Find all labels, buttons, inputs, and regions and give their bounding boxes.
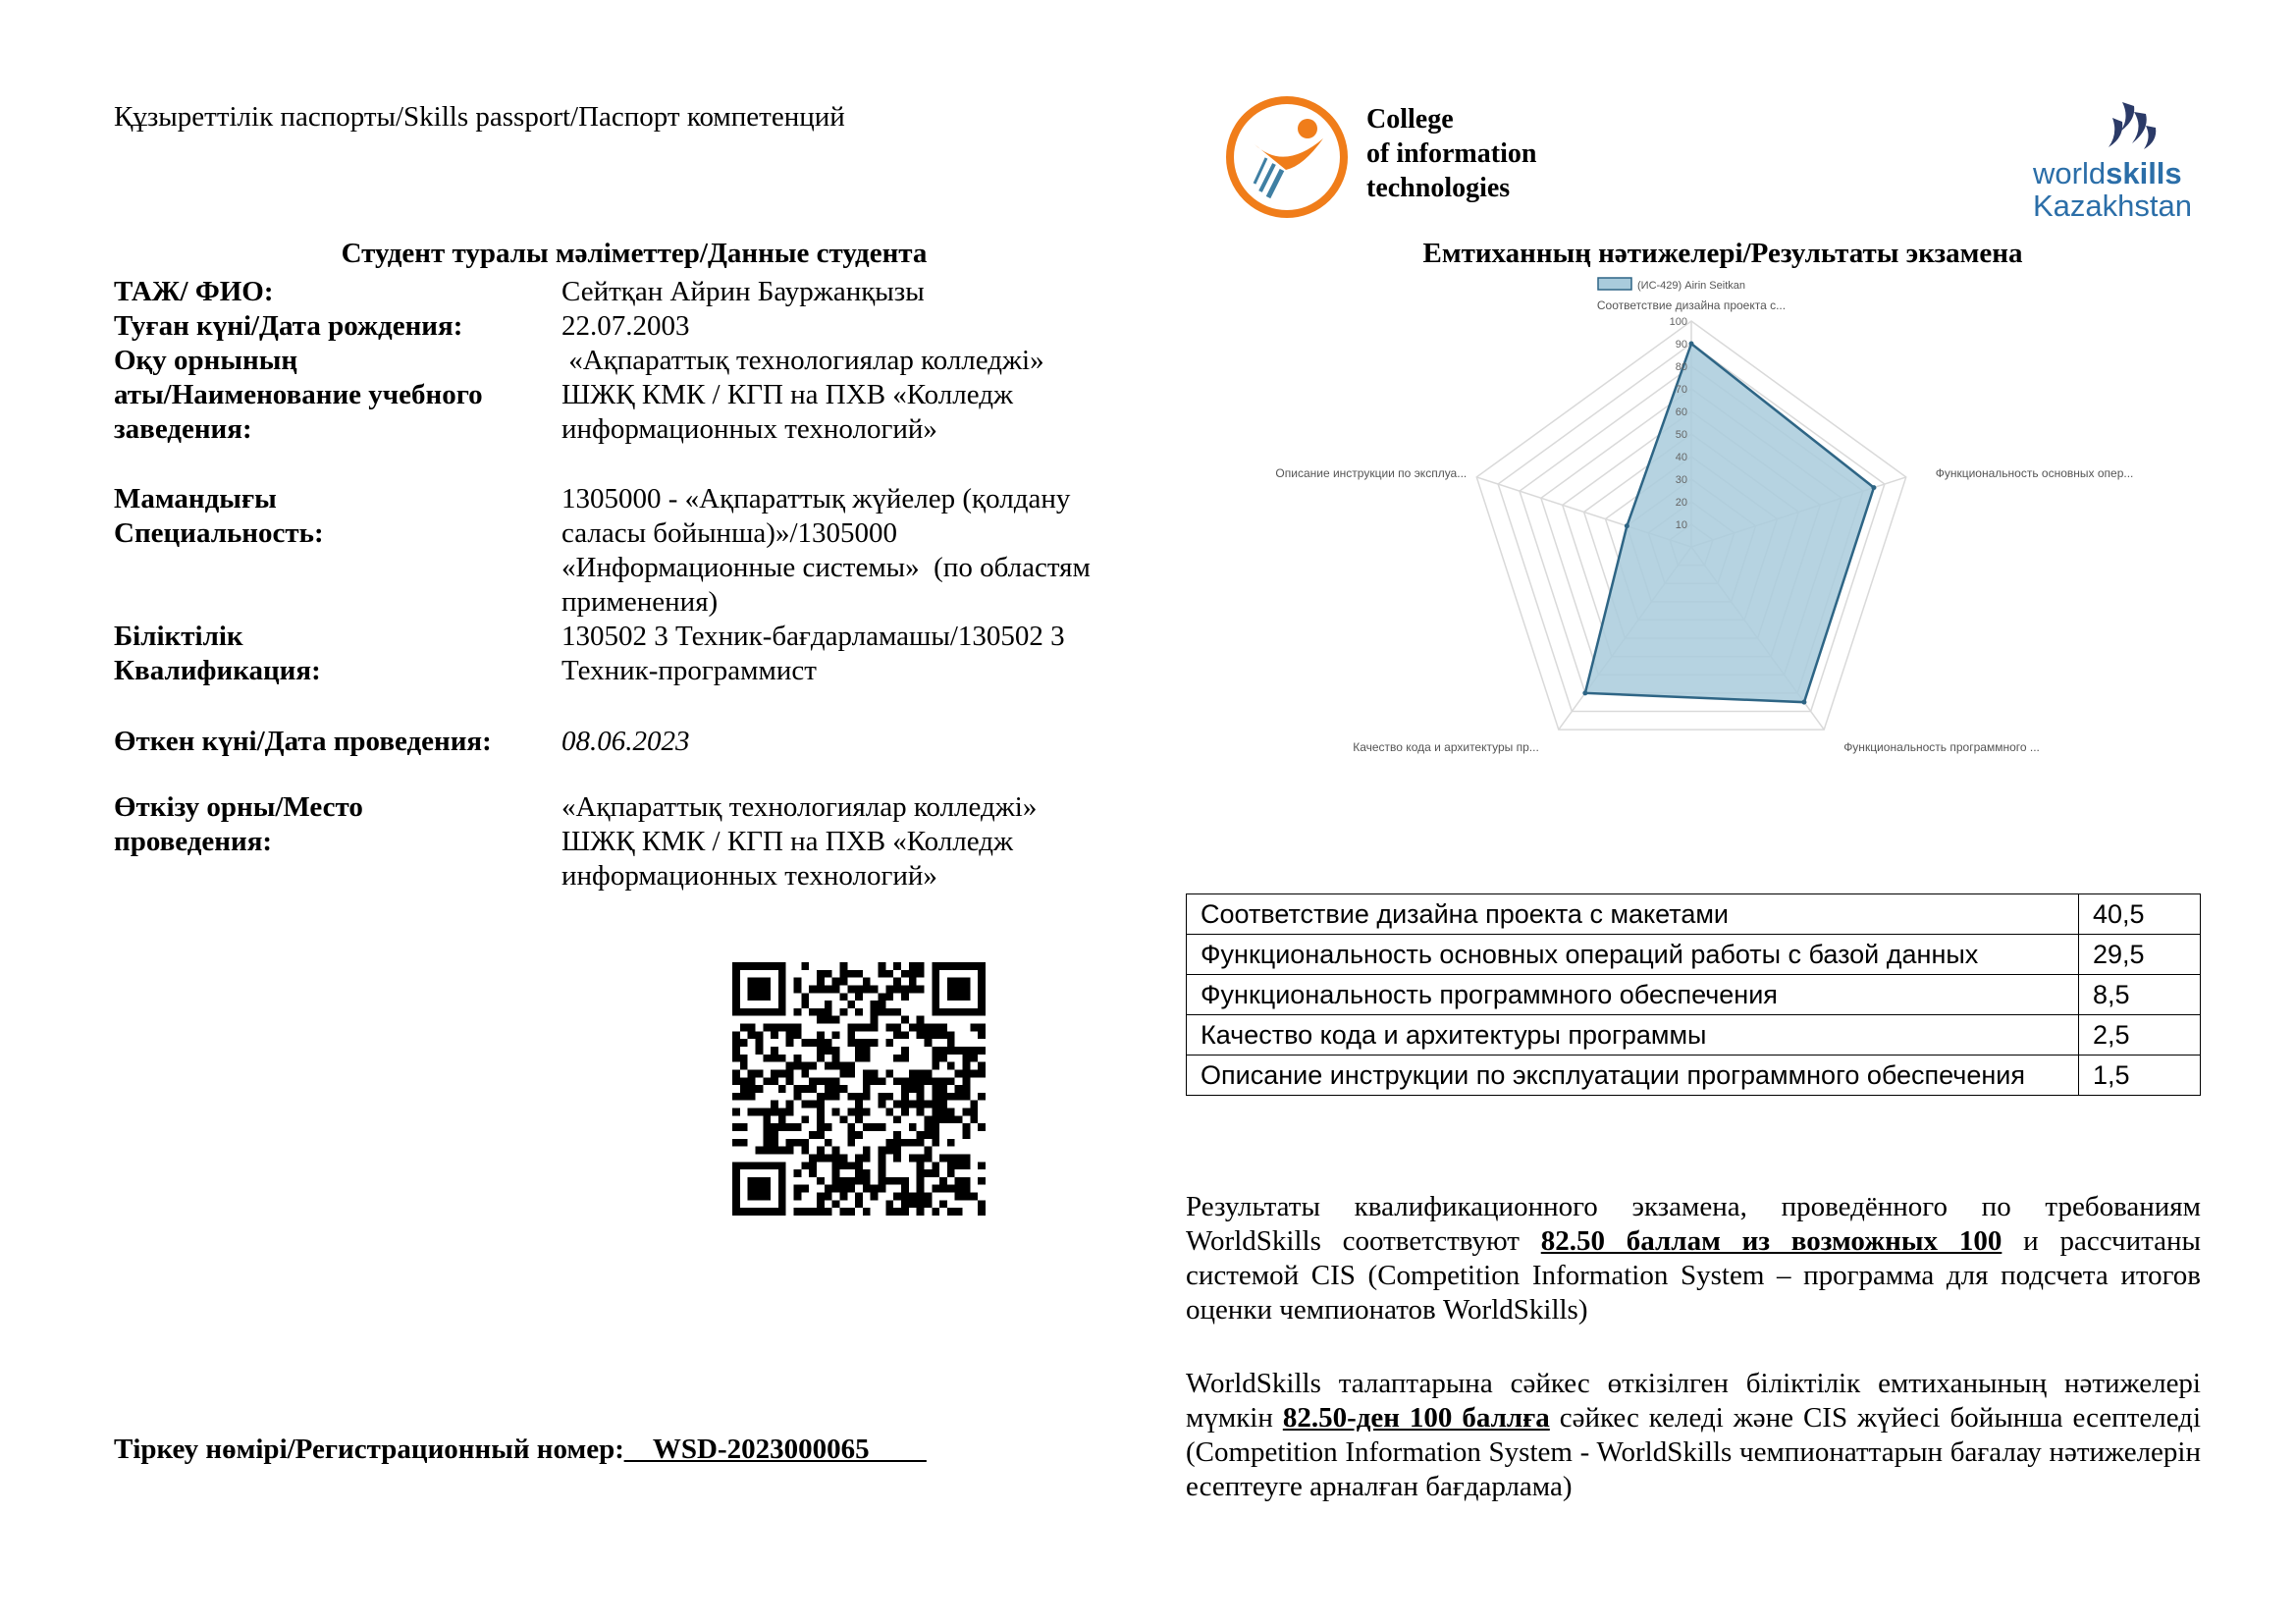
spec-label	[114, 482, 536, 551]
radar-tick-label: 70	[1675, 384, 1687, 396]
place-label-line: Өткізу орны/Место	[114, 791, 363, 823]
school-label-line: аты/Наименование учебного	[114, 379, 483, 410]
school-label	[114, 344, 536, 447]
reg-label: Тіркеу нөмірі/Регистрационный номер:	[114, 1434, 624, 1465]
radar-data-point	[1582, 690, 1587, 695]
radar-data-point	[1801, 700, 1806, 705]
college-name-line: of information	[1366, 138, 1537, 169]
qual-value-line: 130502 3 Техник-бағдарламашы/130502 3	[561, 621, 1065, 652]
worldskills-logo	[2033, 157, 2192, 222]
radar-tick-label: 50	[1675, 429, 1687, 441]
school-value-line: информационных технологий»	[561, 413, 937, 445]
college-name-line: technologies	[1366, 173, 1511, 203]
dob-label: Туған күні/Дата рождения:	[114, 310, 463, 342]
date-value: 08.06.2023	[561, 726, 690, 757]
radar-tick-label: 90	[1675, 339, 1687, 351]
spec-value-line: «Информационные системы» (по областям	[561, 552, 1091, 583]
radar-legend-label: (ИС-429) Airin Seitkan	[1637, 280, 1745, 292]
spec-value-line: применения)	[561, 586, 719, 618]
score-row	[1187, 975, 2201, 1015]
qual-label	[114, 620, 536, 688]
college-name-line: College	[1366, 104, 1454, 135]
score-criterion: Качество кода и архитектуры программы	[1187, 1015, 2079, 1056]
ws-text-world: world	[2033, 156, 2107, 190]
college-name	[1366, 102, 1536, 205]
dob-value: 22.07.2003	[561, 310, 690, 342]
radar-data-point	[1689, 342, 1694, 347]
score-value: 1,5	[2079, 1056, 2201, 1096]
radar-tick-label: 60	[1675, 406, 1687, 418]
score-criterion: Соответствие дизайна проекта с макетами	[1187, 894, 2079, 935]
radar-data-point	[1871, 485, 1876, 490]
radar-axis-label: Соответствие дизайна проекта с...	[1596, 298, 1787, 312]
radar-tick-label: 80	[1675, 361, 1687, 373]
scores-table	[1186, 893, 2201, 1096]
place-value-line: информационных технологий»	[561, 860, 937, 892]
school-value-line: ШЖҚ КМК / КГП на ПХВ «Колледж	[561, 379, 1014, 410]
place-value-line: ШЖҚ КМК / КГП на ПХВ «Колледж	[561, 826, 1014, 857]
qual-value-line: Техник-программист	[561, 655, 817, 686]
fio-label: ТАЖ/ ФИО:	[114, 276, 274, 307]
place-label	[114, 790, 536, 859]
radar-axis-label: Функциональность основных опер...	[1935, 465, 2134, 480]
place-value-line: «Ақпараттық технологиялар колледжі»	[561, 791, 1038, 823]
score-row	[1187, 1056, 2201, 1096]
radar-axis-label: Функциональность программного ...	[1843, 740, 2040, 755]
ws-text-skills: skills	[2106, 156, 2182, 190]
registration-number	[114, 1434, 927, 1466]
para1-text-end: и рассчитаны системой CIS (Competition Information System – программа для подсчета итогов оценки чемпионатов WorldSkills)	[1186, 1225, 2201, 1326]
spec-value-line: 1305000 - «Ақпараттық жүйелер (қолдану	[561, 483, 1071, 514]
place-label-line: проведения:	[114, 826, 273, 857]
qual-value	[561, 620, 1150, 688]
radar-chart	[1245, 267, 2148, 758]
place-value	[561, 790, 1150, 893]
score-criterion: Функциональность основных операций работы с базой данных	[1187, 935, 2079, 975]
school-value-line: «Ақпараттық технологиялар колледжі»	[561, 345, 1044, 376]
score-value: 29,5	[2079, 935, 2201, 975]
score-criterion: Функциональность программного обеспечения	[1187, 975, 2079, 1015]
score-value: 40,5	[2079, 894, 2201, 935]
score-criterion: Описание инструкции по эксплуатации программного обеспечения	[1187, 1056, 2079, 1096]
score-row	[1187, 1015, 2201, 1056]
qr-code	[732, 962, 986, 1216]
school-value	[561, 344, 1150, 447]
qual-label-line: Квалификация:	[114, 655, 321, 686]
para2-score: 82.50-ден 100 баллға	[1282, 1402, 1550, 1434]
spec-label-line: Мамандығы	[114, 483, 277, 514]
spec-label-line: Специальность:	[114, 517, 324, 549]
spec-value	[561, 482, 1150, 620]
worldskills-logo-icon	[2054, 98, 2181, 157]
radar-tick-label: 10	[1675, 519, 1687, 531]
para2-text-end: сәйкес келеді және CIS жүйесі бойынша есептеледі (Competition Information System - WorldSkills чемпионаттарын бағалау нәтижелерін есептеуге арналған бағдарлама)	[1186, 1402, 2201, 1502]
radar-tick-label: 40	[1675, 452, 1687, 463]
para1-score: 82.50 баллам из возможных 100	[1540, 1225, 2002, 1257]
para2-text: WorldSkills талаптарына сәйкес өткізілген біліктілік емтиханының нәтижелері мүмкін	[1186, 1368, 2201, 1434]
ws-text-kazakhstan: Kazakhstan	[2033, 189, 2192, 223]
result-paragraph-kz	[1186, 1367, 2201, 1504]
para1-text: Результаты квалификационного экзамена, проведённого по требованиям WorldSkills соответствуют	[1186, 1191, 2201, 1257]
radar-axis-label: Качество кода и архитектуры пр...	[1353, 740, 1539, 755]
radar-tick-label: 100	[1669, 316, 1687, 328]
college-logo	[1225, 95, 1349, 219]
reg-value: __WSD-2023000065____	[623, 1434, 927, 1465]
document-title: Құзыреттілік паспорты/Skills passport/Паспорт компетенций	[114, 101, 845, 133]
radar-axis-label: Описание инструкции по эксплуа...	[1275, 465, 1468, 480]
radar-legend-swatch	[1598, 278, 1631, 290]
qual-label-line: Біліктілік	[114, 621, 243, 652]
score-row	[1187, 894, 2201, 935]
school-label-line: Оқу орнының	[114, 345, 298, 376]
result-paragraph-ru	[1186, 1190, 2201, 1327]
score-value: 8,5	[2079, 975, 2201, 1015]
radar-tick-label: 30	[1675, 474, 1687, 486]
school-label-line: заведения:	[114, 413, 252, 445]
radar-tick-label: 20	[1675, 497, 1687, 509]
fio-value: Сейтқан Айрин Бауржанқызы	[561, 276, 925, 307]
spec-value-line: саласы бойынша)»/1305000	[561, 517, 897, 549]
score-row	[1187, 935, 2201, 975]
radar-data-point	[1625, 523, 1629, 528]
score-value: 2,5	[2079, 1015, 2201, 1056]
student-section-title: Студент туралы мәліметтер/Данные студента	[341, 238, 928, 269]
date-label: Өткен күні/Дата проведения:	[114, 726, 492, 757]
exam-section-title: Емтиханның нәтижелері/Результаты экзамена	[1422, 238, 2023, 269]
